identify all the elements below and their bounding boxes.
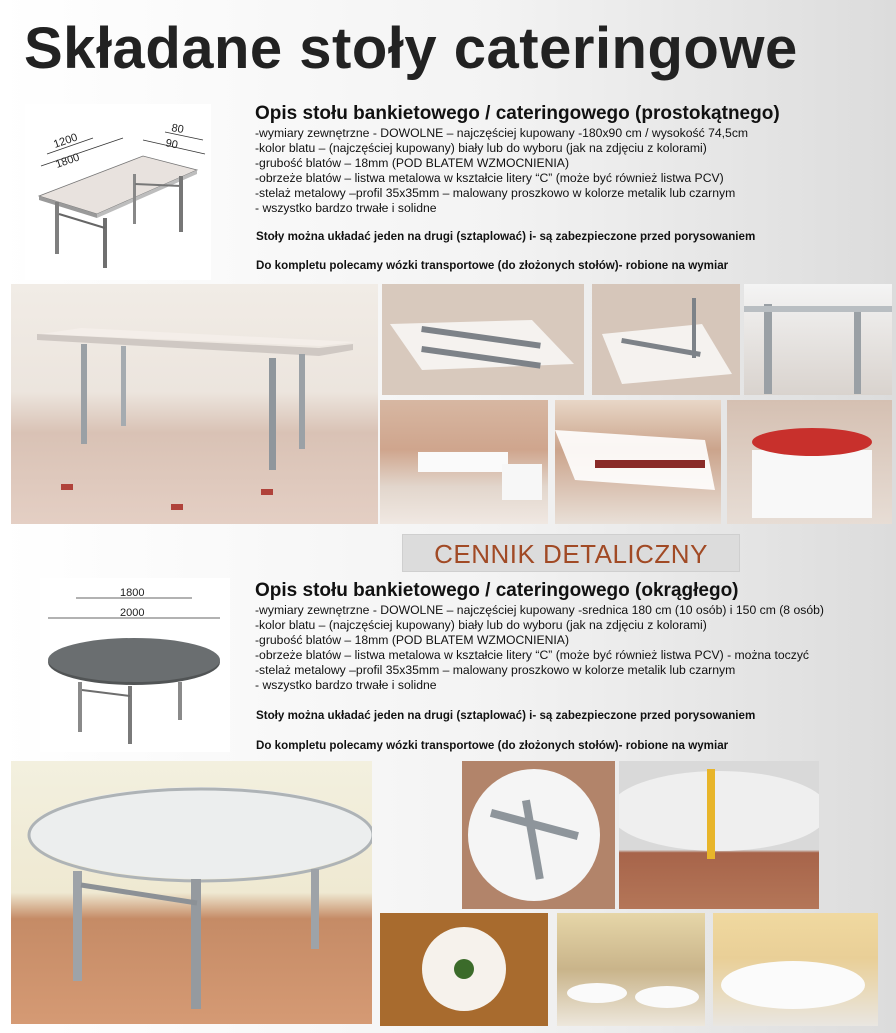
dim-label-2000-round: 2000 — [120, 607, 145, 619]
round-line: - wszystko bardzo trwałe i solidne — [255, 677, 437, 692]
dim-label-1800: 1800 — [54, 151, 82, 171]
rect-stack-note: Stoły można układać jeden na drugi (sztaplować) i- są zabezpieczone przed porysowaniem — [256, 230, 756, 243]
photo-round-table-setting-top — [380, 913, 548, 1026]
photo-rect-table-showroom — [11, 284, 378, 524]
photo-folded-rect-table-1 — [382, 284, 584, 395]
photo-round-table-room — [11, 761, 372, 1024]
rect-section-heading: Opis stołu bankietowego / cateringowego (prostokątnego) — [255, 103, 780, 124]
page-title: Składane stoły cateringowe — [24, 16, 798, 81]
rect-line: -kolor blatu – (najczęściej kupowany) biały lub do wyboru (jak na zdjęciu z kolorami) — [255, 140, 707, 155]
rect-line: -grubość blatów – 18mm (POD BLATEM WZMOCNIENIA) — [255, 155, 569, 170]
photo-round-tables-ballroom — [557, 913, 705, 1026]
photo-table-legs-closeup — [744, 284, 892, 395]
rect-line: -stelaż metalowy –profil 35x35mm – malowany proszkowo w kolorze metalik lub czarnym — [255, 185, 736, 200]
round-section-heading: Opis stołu bankietowego / cateringowego (okrągłego) — [255, 580, 739, 601]
price-list-badge: CENNIK DETALICZNY — [402, 534, 740, 572]
dim-label-1200: 1200 — [52, 131, 80, 151]
rect-line: - wszystko bardzo trwałe i solidne — [255, 200, 437, 215]
dim-label-80: 80 — [170, 122, 185, 137]
dim-label-90: 90 — [164, 137, 179, 152]
round-line: -stelaż metalowy –profil 35x35mm – malowany proszkowo w kolorze metalik lub czarnym — [255, 662, 736, 677]
photo-round-table-underside — [462, 761, 615, 909]
round-stack-note: Stoły można układać jeden na drugi (sztaplować) i- są zabezpieczone przed porysowaniem — [256, 709, 756, 722]
round-description — [255, 603, 824, 692]
round-line: -grubość blatów – 18mm (POD BLATEM WZMOCNIENIA) — [255, 632, 569, 647]
round-line: -obrzeże blatów – listwa metalowa w kształcie litery “C” (może być również listwa PCV) - można toczyć — [255, 647, 810, 662]
round-line: -wymiary zewnętrzne - DOWOLNE – najczęściej kupowany -srednica 180 cm (10 osób) i 150 cm (8 osób) — [255, 603, 824, 617]
rect-line: -wymiary zewnętrzne - DOWOLNE – najczęściej kupowany -180x90 cm / wysokość 74,5cm — [255, 126, 749, 140]
photo-round-table-dinner — [713, 913, 878, 1026]
round-line: -kolor blatu – (najczęściej kupowany) biały lub do wyboru (jak na zdjęciu z kolorami) — [255, 617, 707, 632]
round-table-drawing — [40, 578, 230, 752]
photo-banquet-hall-2 — [555, 400, 721, 524]
photo-round-table-edge-measure — [619, 761, 819, 909]
rect-table-drawing — [25, 104, 211, 280]
photo-folded-rect-table-2 — [592, 284, 740, 395]
rect-line: -obrzeże blatów – listwa metalowa w kształcie litery “C” (może być również listwa PCV) — [255, 170, 724, 185]
rect-description — [255, 126, 748, 215]
round-carts-note: Do kompletu polecamy wózki transportowe (do złożonych stołów)- robione na wymiar — [256, 739, 729, 752]
photo-skirted-table — [727, 400, 892, 524]
rect-carts-note: Do kompletu polecamy wózki transportowe (do złożonych stołów)- robione na wymiar — [256, 259, 729, 272]
photo-banquet-hall-1 — [380, 400, 548, 524]
dim-label-1800-round: 1800 — [120, 587, 145, 599]
